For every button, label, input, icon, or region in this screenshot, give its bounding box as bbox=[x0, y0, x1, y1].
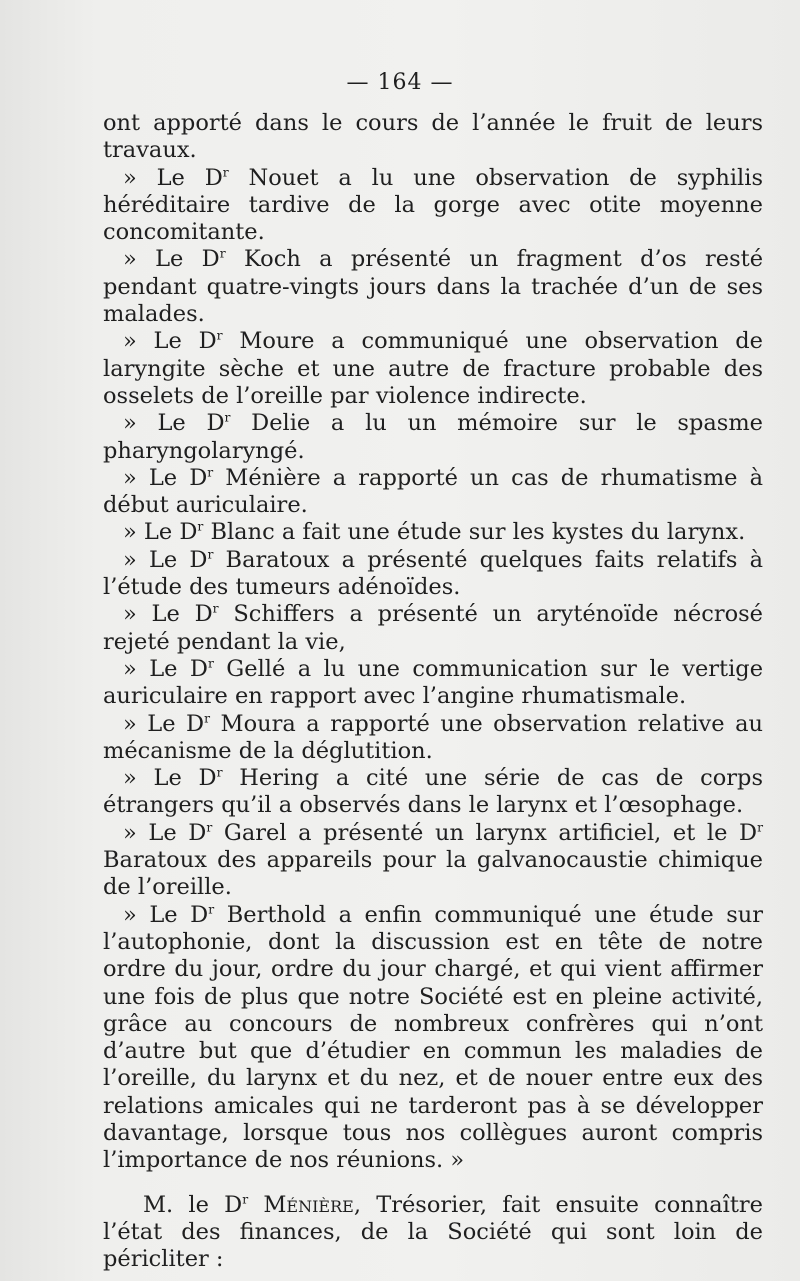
paragraph: » Le $D^r$ Berthold a enfin communiqué une étude sur l’autophonie, dont la discussion est en tête de notre ordre du jour, ordre du jour chargé, et qui vient affirmer une fois de plus que notre Société est en pleine activité, grâce au concours de nombreux confrères qui n’ont d’autre but que d’étudier en commun les maladies de l’oreille, du larynx et du nez, et de nouer entre eux des relations amicales qui ne tarderont pas à se développer davantage, lorsque tous nos collègues auront compris l’importance de nos réunions. » bbox=[103, 901, 764, 1174]
paragraph: » Le $D^r$ Ménière a rapporté un cas de rhumatisme à début auriculaire. bbox=[103, 464, 763, 519]
paragraph: » Le $D^r$ Baratoux a présenté quelques faits relatifs à l’étude des tumeurs adénoïdes. bbox=[103, 546, 764, 601]
body-text bbox=[103, 110, 763, 1273]
page-number: — 164 — bbox=[346, 70, 454, 95]
treasurer-paragraph bbox=[103, 1192, 763, 1274]
treasurer-prefix: M. le $D^r$ bbox=[143, 1191, 249, 1218]
paragraph: » Le $D^r$ Blanc a fait une étude sur les kystes du larynx. bbox=[123, 519, 746, 546]
treasurer-suffix: , Trésorier, fait ensuite connaître l’état des finances, de la Société qui sont loin de péricliter : bbox=[103, 1191, 763, 1273]
paragraph: » Le $D^r$ Gellé a lu une communication sur le vertige auriculaire en rapport avec l’angine rhumatismale. bbox=[103, 655, 764, 710]
paragraph: » Le $D^r$ Garel a présenté un larynx artificiel, et le $D^r$ Baratoux des appareils pour la galvanocaustie chimique de l’oreille. bbox=[103, 819, 763, 901]
paragraph: » Le $D^r$ Nouet a lu une observation de syphilis héréditaire tardive de la gorge avec otite moyenne concomitante. bbox=[103, 164, 763, 246]
paragraph: » Le $D^r$ Moura a rapporté une observation relative au mécanisme de la déglutition. bbox=[103, 710, 764, 764]
paragraph: » Le $D^r$ Moure a communiqué une observation de laryngite sèche et une autre de fracture probable des osselets de l’oreille par violence indirecte. bbox=[103, 328, 763, 409]
paragraph: » Le $D^r$ Delie a lu un mémoire sur le spasme pharyngolaryngé. bbox=[103, 410, 763, 464]
paragraph: » Le $D^r$ Schiffers a présenté un aryténoïde nécrosé rejeté pendant la vie, bbox=[103, 601, 763, 655]
paragraph: » Le $D^r$ Koch a présenté un fragment d’os resté pendant quatre-vingts jours dans la trachée d’un de ses malades. bbox=[103, 246, 764, 328]
treasurer-name: Ménière bbox=[263, 1191, 354, 1218]
paragraph: ont apporté dans le cours de l’année le fruit de leurs travaux. bbox=[103, 110, 763, 164]
paragraph: » Le $D^r$ Hering a cité une série de cas de corps étrangers qu’il a observés dans le larynx et l’œsophage. bbox=[103, 765, 763, 819]
